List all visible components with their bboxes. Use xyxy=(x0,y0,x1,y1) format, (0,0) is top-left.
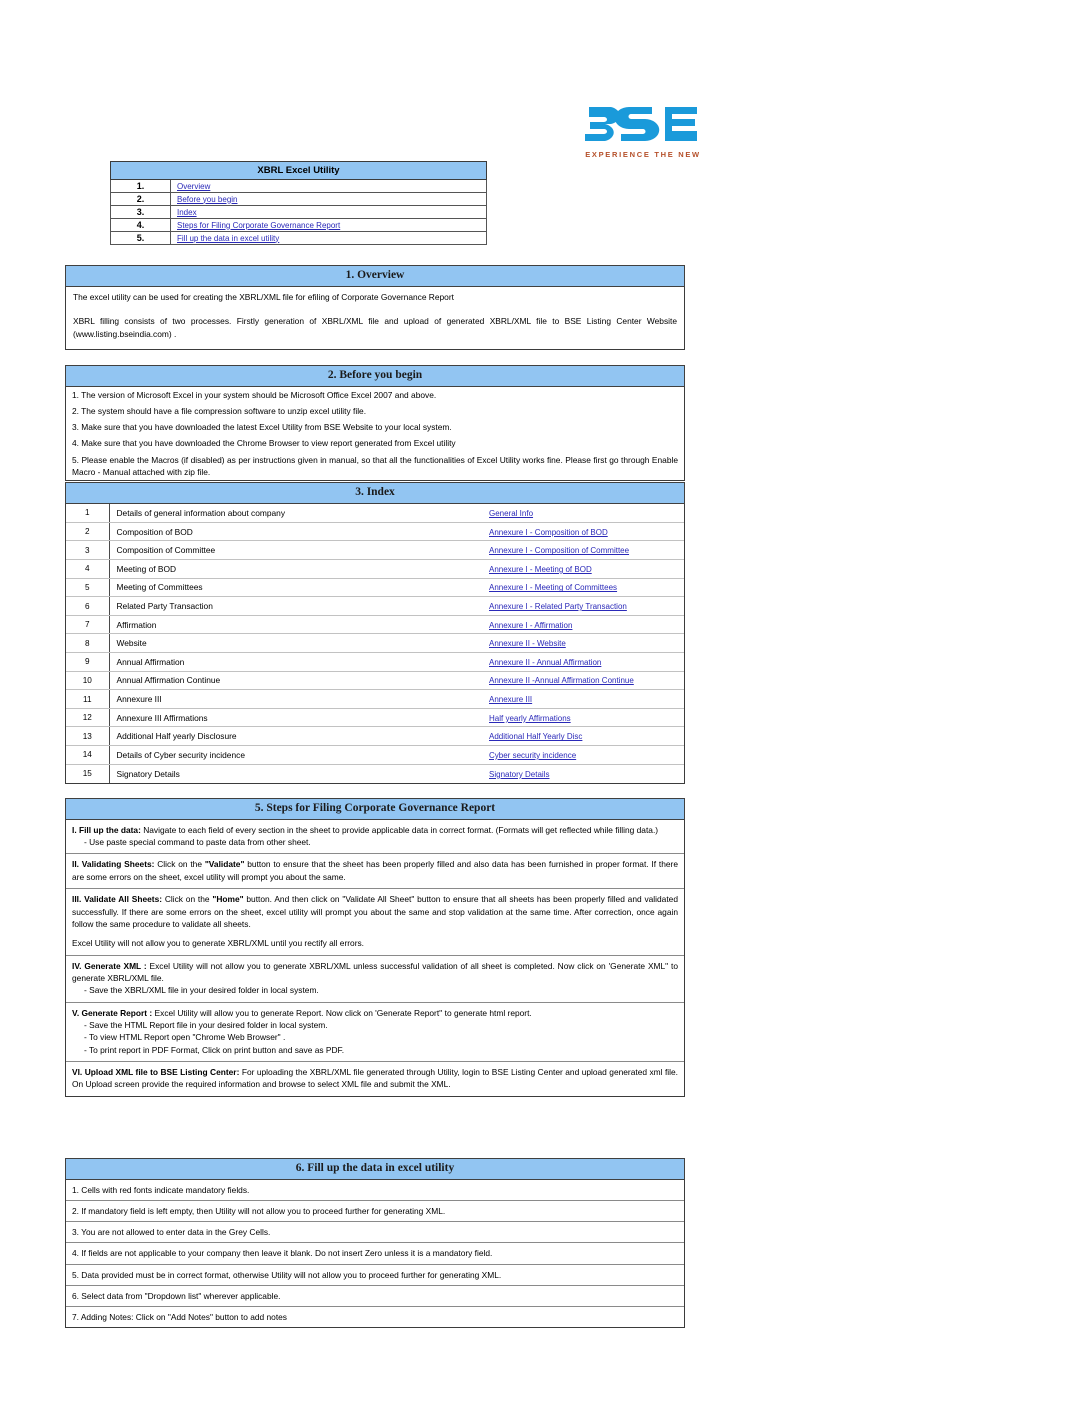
table-row[interactable] xyxy=(66,746,684,765)
index-link-meeting-of-committees[interactable]: Annexure I - Meeting of Committees xyxy=(489,583,618,593)
overview-body xyxy=(65,287,685,350)
index-sr: 3 xyxy=(66,541,109,560)
index-desc: Related Party Transaction xyxy=(109,597,484,616)
step-v-bullet: - To print report in PDF Format, Click on print button and save as PDF. xyxy=(84,1044,345,1055)
step-ii-label: II. Validating Sheets: xyxy=(72,859,155,870)
step-iii xyxy=(66,888,684,954)
table-row[interactable] xyxy=(66,560,684,579)
index-sr: 1 xyxy=(66,504,109,523)
step-i xyxy=(66,820,684,854)
step-v-label: V. Generate Report : xyxy=(72,1007,153,1018)
bse-logo xyxy=(563,104,723,159)
section-index xyxy=(65,482,685,784)
index-link-website[interactable]: Annexure II - Website xyxy=(489,639,566,649)
index-link-annual-affirmation[interactable]: Annexure II - Annual Affirmation xyxy=(489,657,602,667)
index-desc: Annual Affirmation Continue xyxy=(109,671,484,690)
step-iv-bullet: - Save the XBRL/XML file in your desired folder in local system. xyxy=(84,985,319,996)
index-desc: Composition of BOD xyxy=(109,522,484,541)
step-v-text: Excel Utility will allow you to generate Report. Now click on 'Generate Report'' to generate html report. xyxy=(152,1007,532,1018)
index-sr: 13 xyxy=(66,727,109,746)
nav-row[interactable] xyxy=(111,193,487,206)
fill-item: 7. Adding Notes: Click on "Add Notes" button to add notes xyxy=(66,1306,684,1327)
nav-row[interactable] xyxy=(111,206,487,219)
index-link-cell[interactable] xyxy=(484,764,684,783)
index-link-cell[interactable] xyxy=(484,746,684,765)
index-link-additional-half-yearly-disc[interactable]: Additional Half Yearly Disc xyxy=(489,732,583,742)
nav-link-steps[interactable]: Steps for Filing Corporate Governance Report xyxy=(177,220,341,230)
nav-link-cell[interactable] xyxy=(171,206,487,219)
index-link-cell[interactable] xyxy=(484,690,684,709)
table-row[interactable] xyxy=(66,522,684,541)
index-sr: 6 xyxy=(66,597,109,616)
index-sr: 11 xyxy=(66,690,109,709)
before-item: 1. The version of Microsoft Excel in your system should be Microsoft Office Excel 2007 and above. xyxy=(72,389,437,400)
index-link-cell[interactable] xyxy=(484,671,684,690)
nav-row-number: 1. xyxy=(111,180,171,193)
index-link-cell[interactable] xyxy=(484,578,684,597)
step-iv xyxy=(66,955,684,1002)
fill-item: 1. Cells with red fonts indicate mandatory fields. xyxy=(72,1184,250,1195)
index-table xyxy=(66,504,684,783)
index-sr: 5 xyxy=(66,578,109,597)
nav-link-cell[interactable] xyxy=(171,180,487,193)
nav-table-title: XBRL Excel Utility xyxy=(111,162,487,180)
index-link-cell[interactable] xyxy=(484,504,684,523)
index-link-annual-affirmation-continue[interactable]: Annexure II -Annual Affirmation Continue xyxy=(489,676,634,686)
index-link-annexure-iii[interactable]: Annexure III xyxy=(489,695,533,705)
bse-tagline: EXPERIENCE THE NEW xyxy=(585,150,701,159)
index-desc: Meeting of BOD xyxy=(109,560,484,579)
step-iii-home-button-name: "Home" xyxy=(212,894,244,905)
index-body xyxy=(65,504,685,784)
step-v xyxy=(66,1002,684,1061)
nav-row-number: 5. xyxy=(111,232,171,245)
nav-link-cell[interactable] xyxy=(171,219,487,232)
table-row[interactable] xyxy=(66,653,684,672)
index-desc: Additional Half yearly Disclosure xyxy=(109,727,484,746)
index-desc: Signatory Details xyxy=(116,768,180,779)
table-row[interactable] xyxy=(66,708,684,727)
step-ii-text-b: button to ensure that the sheet has been properly filled and also data has been furnished in proper format. If there are some errors on the sheet, excel utility will prompt you about the same. xyxy=(72,859,678,882)
step-vi xyxy=(66,1061,684,1096)
nav-row[interactable] xyxy=(111,180,487,193)
table-row[interactable] xyxy=(66,690,684,709)
nav-row[interactable] xyxy=(111,219,487,232)
table-row[interactable] xyxy=(66,764,684,783)
nav-link-cell[interactable] xyxy=(171,232,487,245)
step-i-label: I. Fill up the data: xyxy=(72,824,141,835)
step-v-bullet: - Save the HTML Report file in your desired folder in local system. xyxy=(84,1019,328,1030)
steps-section-title: 5. Steps for Filing Corporate Governance Report xyxy=(65,798,685,820)
overview-section-title: 1. Overview xyxy=(65,265,685,287)
step-iii-label: III. Validate All Sheets: xyxy=(72,894,163,905)
table-row[interactable] xyxy=(66,541,684,560)
xbrl-utility-nav-table xyxy=(110,161,487,245)
nav-row-number: 2. xyxy=(111,193,171,206)
index-link-composition-of-bod[interactable]: Annexure I - Composition of BOD xyxy=(489,527,608,537)
index-link-meeting-of-bod[interactable]: Annexure I - Meeting of BOD xyxy=(489,564,592,574)
index-link-half-yearly-affirmations[interactable]: Half yearly Affirmations xyxy=(489,713,571,723)
overview-paragraph-1: The excel utility can be used for creating the XBRL/XML file for efiling of Corporate Governance Report xyxy=(73,291,454,302)
table-row[interactable] xyxy=(66,727,684,746)
index-link-cell[interactable] xyxy=(484,597,684,616)
index-section-title: 3. Index xyxy=(65,482,685,504)
nav-link-before-you-begin[interactable]: Before you begin xyxy=(177,194,238,204)
before-body xyxy=(65,387,685,481)
index-desc: Details of Cyber security incidence xyxy=(109,746,484,765)
table-row[interactable] xyxy=(66,671,684,690)
index-desc: Meeting of Committees xyxy=(109,578,484,597)
table-row[interactable] xyxy=(66,578,684,597)
table-row[interactable] xyxy=(66,615,684,634)
nav-row-number: 3. xyxy=(111,206,171,219)
bse-logo-icon xyxy=(563,104,723,148)
index-desc: Website xyxy=(109,634,484,653)
before-item: 2. The system should have a file compression software to unzip excel utility file. xyxy=(72,405,367,416)
index-link-cell[interactable] xyxy=(484,708,684,727)
index-sr: 12 xyxy=(66,708,109,727)
index-link-cell[interactable] xyxy=(484,653,684,672)
index-sr: 9 xyxy=(66,653,109,672)
nav-row-number: 4. xyxy=(111,219,171,232)
fill-item: 6. Select data from "Dropdown list" wherever applicable. xyxy=(66,1285,684,1306)
step-i-bullet: - Use paste special command to paste data from other sheet. xyxy=(84,837,311,848)
step-v-bullet: - To view HTML Report open "Chrome Web Browser" . xyxy=(84,1032,286,1043)
index-sr: 8 xyxy=(66,634,109,653)
nav-row[interactable] xyxy=(111,232,487,245)
fill-item: 4. If fields are not applicable to your company then leave it blank. Do not insert Zero unless it is a mandatory field. xyxy=(66,1242,684,1263)
fill-item: 5. Data provided must be in correct format, otherwise Utility will not allow you to proceed further for generating XML. xyxy=(66,1264,684,1285)
index-desc: Affirmation xyxy=(109,615,484,634)
index-link-affirmation[interactable]: Annexure I - Affirmation xyxy=(489,620,573,630)
step-iii-text-b: button. And then click on "Validate All Sheet" button to ensure that all sheets has been properly filled and validated successfully. If there are some errors on the sheet, excel utility will prompt you about the same and stop validation at the same time. After correction, once again follow the same procedure to validate all sheets. xyxy=(72,894,678,929)
fill-item: 2. If mandatory field is left empty, then Utility will not allow you to proceed further for generating XML. xyxy=(66,1200,684,1221)
table-row[interactable] xyxy=(66,634,684,653)
step-iv-text: Excel Utility will not allow you to generate XBRL/XML unless successful validation of all sheet is completed. Now click on 'Generate XML" to generate XBRL/XML file. xyxy=(72,960,678,983)
section-steps-for-filing xyxy=(65,798,685,1097)
index-link-cell[interactable] xyxy=(484,560,684,579)
section-overview xyxy=(65,265,685,350)
index-sr: 2 xyxy=(66,522,109,541)
fill-item: 3. You are not allowed to enter data in the Grey Cells. xyxy=(66,1221,684,1242)
index-sr: 4 xyxy=(66,560,109,579)
before-item: 4. Make sure that you have downloaded the Chrome Browser to view report generated from Excel utility xyxy=(72,438,456,449)
table-row[interactable] xyxy=(66,504,684,523)
nav-link-index[interactable]: Index xyxy=(177,207,197,217)
index-link-cell[interactable] xyxy=(484,541,684,560)
nav-link-overview[interactable]: Overview xyxy=(177,181,211,191)
index-sr: 7 xyxy=(66,615,109,634)
table-row[interactable] xyxy=(66,597,684,616)
step-i-text: Navigate to each field of every section in the sheet to provide applicable data in correct format. (Formats will get reflected while filling data.) xyxy=(140,824,659,835)
before-item: 5. Please enable the Macros (if disabled) as per instructions given in manual, so that all the functionalities of Excel Utility works fine. Please first go through Enable Macro - Manual attached with zip file. xyxy=(72,454,678,477)
nav-link-cell[interactable] xyxy=(171,193,487,206)
index-link-signatory-details[interactable]: Signatory Details xyxy=(489,769,550,779)
index-link-composition-of-committee[interactable]: Annexure I - Composition of Committee xyxy=(489,546,630,556)
step-vi-label: VI. Upload XML file to BSE Listing Center: xyxy=(72,1066,240,1077)
section-fill-up-data xyxy=(65,1158,685,1328)
index-sr: 15 xyxy=(66,764,109,783)
fill-body xyxy=(65,1180,685,1328)
steps-body xyxy=(65,820,685,1097)
spacer xyxy=(72,930,678,937)
step-iii-text-a: Click on the xyxy=(162,894,213,905)
step-vi-text: For uploading the XBRL/XML file generated through Utility, login to BSE Listing Center and upload generated xml file. On Upload screen provide the required information and browse to select XML file and submit the XML. xyxy=(72,1066,679,1090)
step-iii-note: Excel Utility will not allow you to generate XBRL/XML until you rectify all errors. xyxy=(72,938,364,949)
step-ii-text-a: Click on the xyxy=(154,859,205,870)
step-ii xyxy=(66,853,684,888)
index-link-cell[interactable] xyxy=(484,615,684,634)
index-desc: Annexure III xyxy=(109,690,484,709)
fill-section-title: 6. Fill up the data in excel utility xyxy=(65,1158,685,1180)
step-ii-validate-button-name: "Validate" xyxy=(204,859,245,870)
nav-link-fill-up-data[interactable]: Fill up the data in excel utility xyxy=(177,233,280,243)
index-link-cell[interactable] xyxy=(484,522,684,541)
index-link-general-info[interactable]: General Info xyxy=(489,508,534,518)
index-link-cell[interactable] xyxy=(484,727,684,746)
index-desc: Details of general information about company xyxy=(109,504,484,523)
index-link-related-party-transaction[interactable]: Annexure I - Related Party Transaction xyxy=(489,602,627,612)
index-link-cyber-security-incidence[interactable]: Cyber security incidence xyxy=(489,750,577,760)
index-desc: Annexure III Affirmations xyxy=(109,708,484,727)
before-section-title: 2. Before you begin xyxy=(65,365,685,387)
before-item: 3. Make sure that you have downloaded the latest Excel Utility from BSE Website to your local system. xyxy=(72,422,452,433)
index-link-cell[interactable] xyxy=(484,634,684,653)
index-desc: Composition of Committee xyxy=(109,541,484,560)
section-before-you-begin xyxy=(65,365,685,481)
step-iv-label: IV. Generate XML : xyxy=(72,960,147,971)
index-sr: 14 xyxy=(66,746,109,765)
overview-paragraph-2: XBRL filling consists of two processes. Firstly generation of XBRL/XML file and upload of generated XBRL/XML file to BSE Listing Center Website (www.listing.bseindia.com) . xyxy=(73,316,677,340)
index-desc: Annual Affirmation xyxy=(109,653,484,672)
nav-table-header-row xyxy=(111,162,487,180)
index-sr: 10 xyxy=(66,671,109,690)
